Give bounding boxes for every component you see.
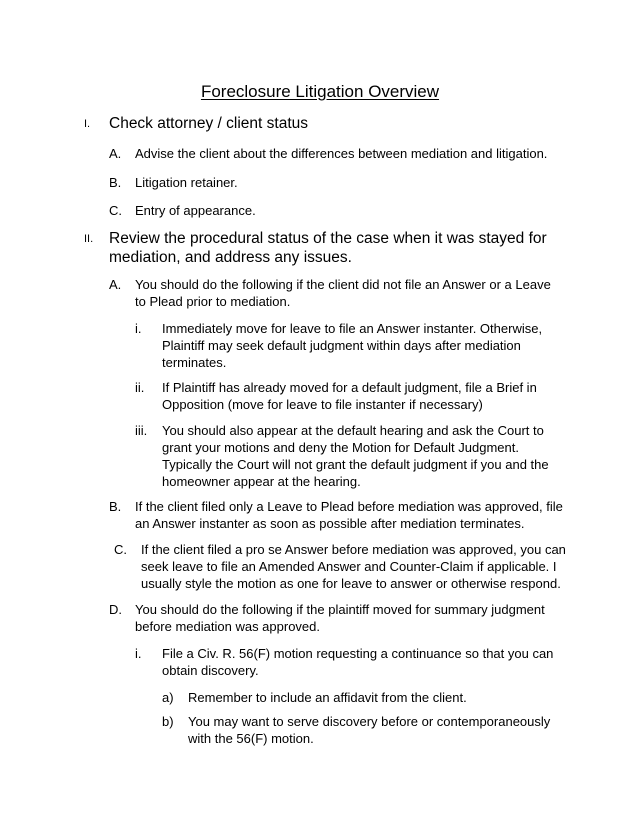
section-2-item-a-sub-iii-number: iii. [135, 423, 148, 438]
section-2-heading: Review the procedural status of the case when it was stayed for mediation, and address any issues. [109, 230, 547, 266]
section-2-item-d-sub-i-text: File a Civ. R. 56(F) motion requesting a continuance so that you can obtain discovery. [162, 646, 554, 678]
section-2-item-d-sub-i-a-number: a) [162, 690, 174, 705]
section-2-item-b-number: B. [109, 499, 122, 514]
section-2-item-d-sub-i-number: i. [135, 646, 142, 661]
section-2-item-d-sub-i-b-number: b) [162, 714, 174, 729]
page-title: Foreclosure Litigation Overview [200, 82, 440, 101]
section-2-item-d-text: You should do the following if the plaintiff moved for summary judgment before mediation was approved. [135, 602, 545, 634]
section-2-item-d-number: D. [109, 602, 122, 617]
section-1-item-a-text: Advise the client about the differences between mediation and litigation. [135, 146, 548, 161]
section-2-item-a-sub-iii-text: You should also appear at the default hearing and ask the Court to grant your motions and deny the Motion for Default Judgment. Typically the Court will not grant the default judgment if you and the homeowner appear at the hearing. [162, 423, 549, 489]
section-2-item-a-sub-i-text: Immediately move for leave to file an Answer instanter. Otherwise, Plaintiff may seek default judgment within days after mediation terminates. [162, 321, 543, 370]
section-2-item-a-sub-ii-number: ii. [135, 380, 145, 395]
section-1-item-c-text: Entry of appearance. [135, 203, 256, 218]
section-2-item-a-sub-i-number: i. [135, 321, 142, 336]
section-2-item-b-text: If the client filed only a Leave to Plead before mediation was approved, file an Answer instanter as soon as possible after mediation terminates. [135, 499, 563, 531]
section-2-item-c-text: If the client filed a pro se Answer before mediation was approved, you can seek leave to file an Amended Answer and Counter-Claim if applicable. I usually style the motion as one for leave to answer or otherwise respond. [141, 542, 566, 591]
section-1-item-b-number: B. [109, 175, 122, 190]
section-2-item-a-text: You should do the following if the client did not file an Answer or a Leave to Plead prior to mediation. [135, 277, 551, 309]
section-2-item-a-sub-ii-text: If Plaintiff has already moved for a default judgment, file a Brief in Opposition (move for leave to file instanter if necessary) [162, 380, 537, 412]
section-2-item-a-number: A. [109, 277, 122, 292]
section-2-number: II. [84, 233, 94, 245]
section-1-heading: Check attorney / client status [109, 115, 309, 132]
section-1-number: I. [84, 118, 91, 130]
section-1-item-b-text: Litigation retainer. [135, 175, 238, 190]
section-2-item-c-number: C. [114, 542, 127, 557]
section-1-item-c-number: C. [109, 203, 122, 218]
section-2-item-d-sub-i-a-text: Remember to include an affidavit from the client. [188, 690, 467, 705]
section-2-item-d-sub-i-b-text: You may want to serve discovery before or contemporaneously with the 56(F) motion. [188, 714, 551, 746]
section-1-item-a-number: A. [109, 146, 122, 161]
